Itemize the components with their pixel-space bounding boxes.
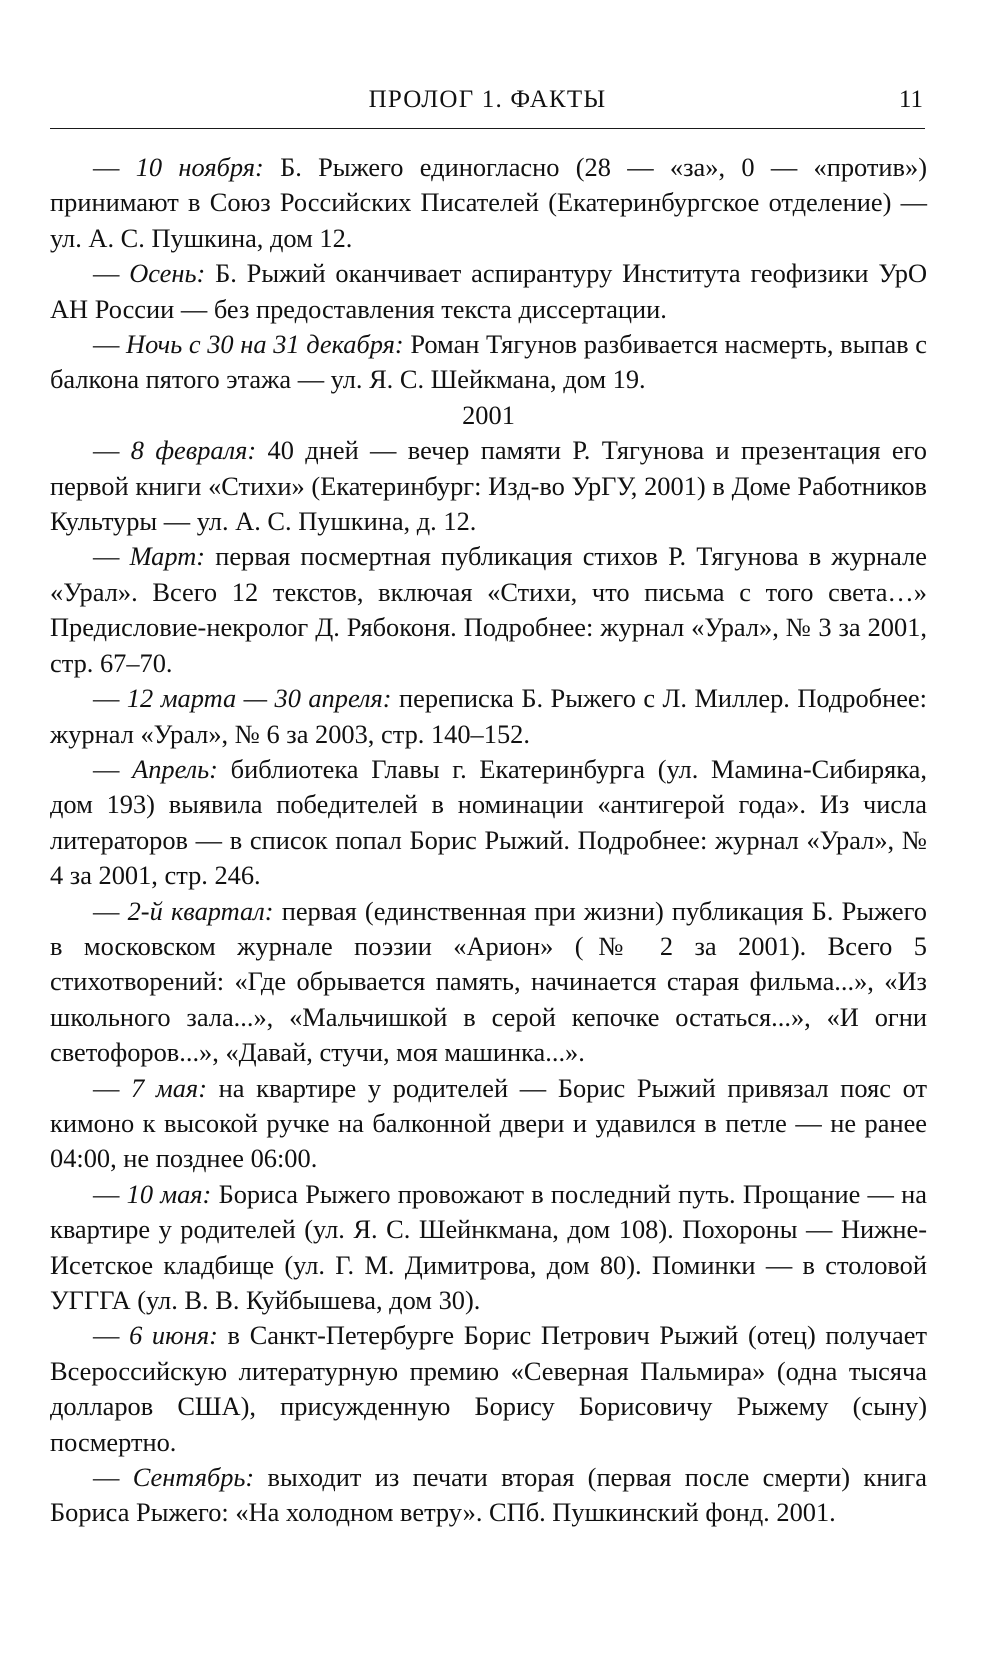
entry-text: выходит из печати вторая (первая после смерти) книга Бориса Рыжего: «На холодном ветру». СПб. Пушкинский фонд. 2001. xyxy=(50,1462,927,1528)
entry-text: Бориса Рыжего провожают в последний путь. Прощание — на квартире у родителей (ул. Я. С. Шейнкмана, дом 108). Похороны — Нижне-Исетское кладбище (ул. Г. М. Димитрова, дом 80). Поминки — в столовой УГГГА (ул. В. В. Куйбышева, дом 30). xyxy=(50,1178,927,1315)
entry-dash: — xyxy=(93,1320,130,1351)
chronology-2000 xyxy=(50,150,927,398)
chronology-entry xyxy=(50,433,927,539)
entry-text: Роман Тягунов разбивается насмерть, выпав с балкона пятого этажа — ул. Я. С. Шейкмана, дом 19. xyxy=(50,329,927,395)
entry-dash: — xyxy=(93,1178,127,1209)
year-heading: 2001 xyxy=(462,399,515,430)
entry-text: первая посмертная публикация стихов Р. Тягунова в журнале «Урал». Всего 12 текстов, включая «Стихи, что письма с того света…» Предисловие-некролог Д. Рябоконя. Подробнее: журнал «Урал», № 3 за 2001, стр. 67–70. xyxy=(50,541,927,678)
entry-dash: — xyxy=(93,258,130,289)
entry-date: 10 мая: xyxy=(126,1178,212,1209)
entry-text: на квартире у родителей — Борис Рыжий привязал пояс от кимоно к высокой ручке на балконной двери и удавился в петле — не ранее 04:00, не позднее 06:00. xyxy=(50,1072,927,1174)
entry-dash: — xyxy=(93,1072,132,1103)
entry-date: Апрель: xyxy=(132,753,218,784)
chronology-entry xyxy=(50,1460,927,1531)
chronology-entry xyxy=(50,327,927,398)
entry-text: Б. Рыжего единогласно (28 — «за», 0 — «против») принимают в Союз Российских Писателей (Екатеринбургское отделение) — ул. А. С. Пушкина, дом 12. xyxy=(50,152,927,253)
entry-date: 2-й квартал: xyxy=(127,895,274,926)
entry-date: 12 марта — 30 апреля: xyxy=(126,683,392,714)
entry-dash: — xyxy=(93,895,128,926)
chronology-entry xyxy=(50,752,927,894)
entry-dash: — xyxy=(93,541,130,572)
running-title: ПРОЛОГ 1. ФАКТЫ xyxy=(368,86,607,113)
entry-date: 10 ноября: xyxy=(135,152,264,182)
chronology-entry xyxy=(50,150,927,256)
entry-text: первая (единственная при жизни) публикация Б. Рыжего в московском журнале поэзии «Арион» (№ 2 за 2001). Всего 5 стихотворений: «Где обрывается память, начинается старая фильма...», «Из школьного зала...», «Мальчишкой в серой кепочке остаться...», «И огни светофоров...», «Давай, стучи, моя машинка...». xyxy=(50,895,928,1068)
entry-text: Б. Рыжий оканчивает аспирантуру Института геофизики УрО АН России — без предоставления текста диссертации. xyxy=(50,258,927,324)
entry-date: 7 мая: xyxy=(131,1072,207,1103)
chronology-entry xyxy=(50,1177,927,1319)
entry-date: 8 февраля: xyxy=(130,435,257,466)
running-header xyxy=(50,84,925,129)
entry-text: 40 дней — вечер памяти Р. Тягунова и презентация его первой книги «Стихи» (Екатеринбург: Изд-во УрГУ, 2001) в Доме Работников Культуры — ул. А. С. Пушкина, д. 12. xyxy=(50,435,927,537)
entry-date: 6 июня: xyxy=(129,1320,218,1351)
entry-dash: — xyxy=(93,435,131,466)
chronology-entry xyxy=(50,1071,927,1177)
entry-dash: — xyxy=(93,683,127,714)
page-number: 11 xyxy=(898,86,923,113)
entry-text: библиотека Главы г. Екатеринбурга (ул. Мамина-Сибиряка, дом 193) выявила победителей в номинации «антигерой года». Из числа литераторов — в список попал Борис Рыжий. Подробнее: журнал «Урал», № 4 за 2001, стр. 246. xyxy=(50,753,927,891)
chronology-entry xyxy=(50,894,927,1071)
entry-date: Сентябрь: xyxy=(132,1462,255,1493)
entry-dash: — xyxy=(93,1462,133,1493)
entry-dash: — xyxy=(93,329,127,360)
chronology-entry xyxy=(50,256,927,327)
entry-date: Ночь с 30 на 31 декабря: xyxy=(126,329,404,360)
entry-date: Март: xyxy=(129,541,206,572)
page-body xyxy=(50,150,927,1531)
chronology-2001 xyxy=(50,433,927,1531)
entry-text: переписка Б. Рыжего с Л. Миллер. Подробнее: журнал «Урал», № 6 за 2003, стр. 140–152. xyxy=(50,683,927,749)
chronology-entry xyxy=(50,539,927,681)
entry-dash: — xyxy=(93,152,136,182)
entry-text: в Санкт-Петербурге Борис Петрович Рыжий (отец) получает Всероссийскую литературную премию «Северная Пальмира» (одна тысяча долларов США), присужденную Борису Борисовичу Рыжему (сыну) посмертно. xyxy=(50,1320,927,1457)
chronology-entry xyxy=(50,1318,927,1460)
entry-date: Осень: xyxy=(129,258,206,289)
chronology-entry xyxy=(50,681,927,752)
entry-dash: — xyxy=(93,753,133,784)
